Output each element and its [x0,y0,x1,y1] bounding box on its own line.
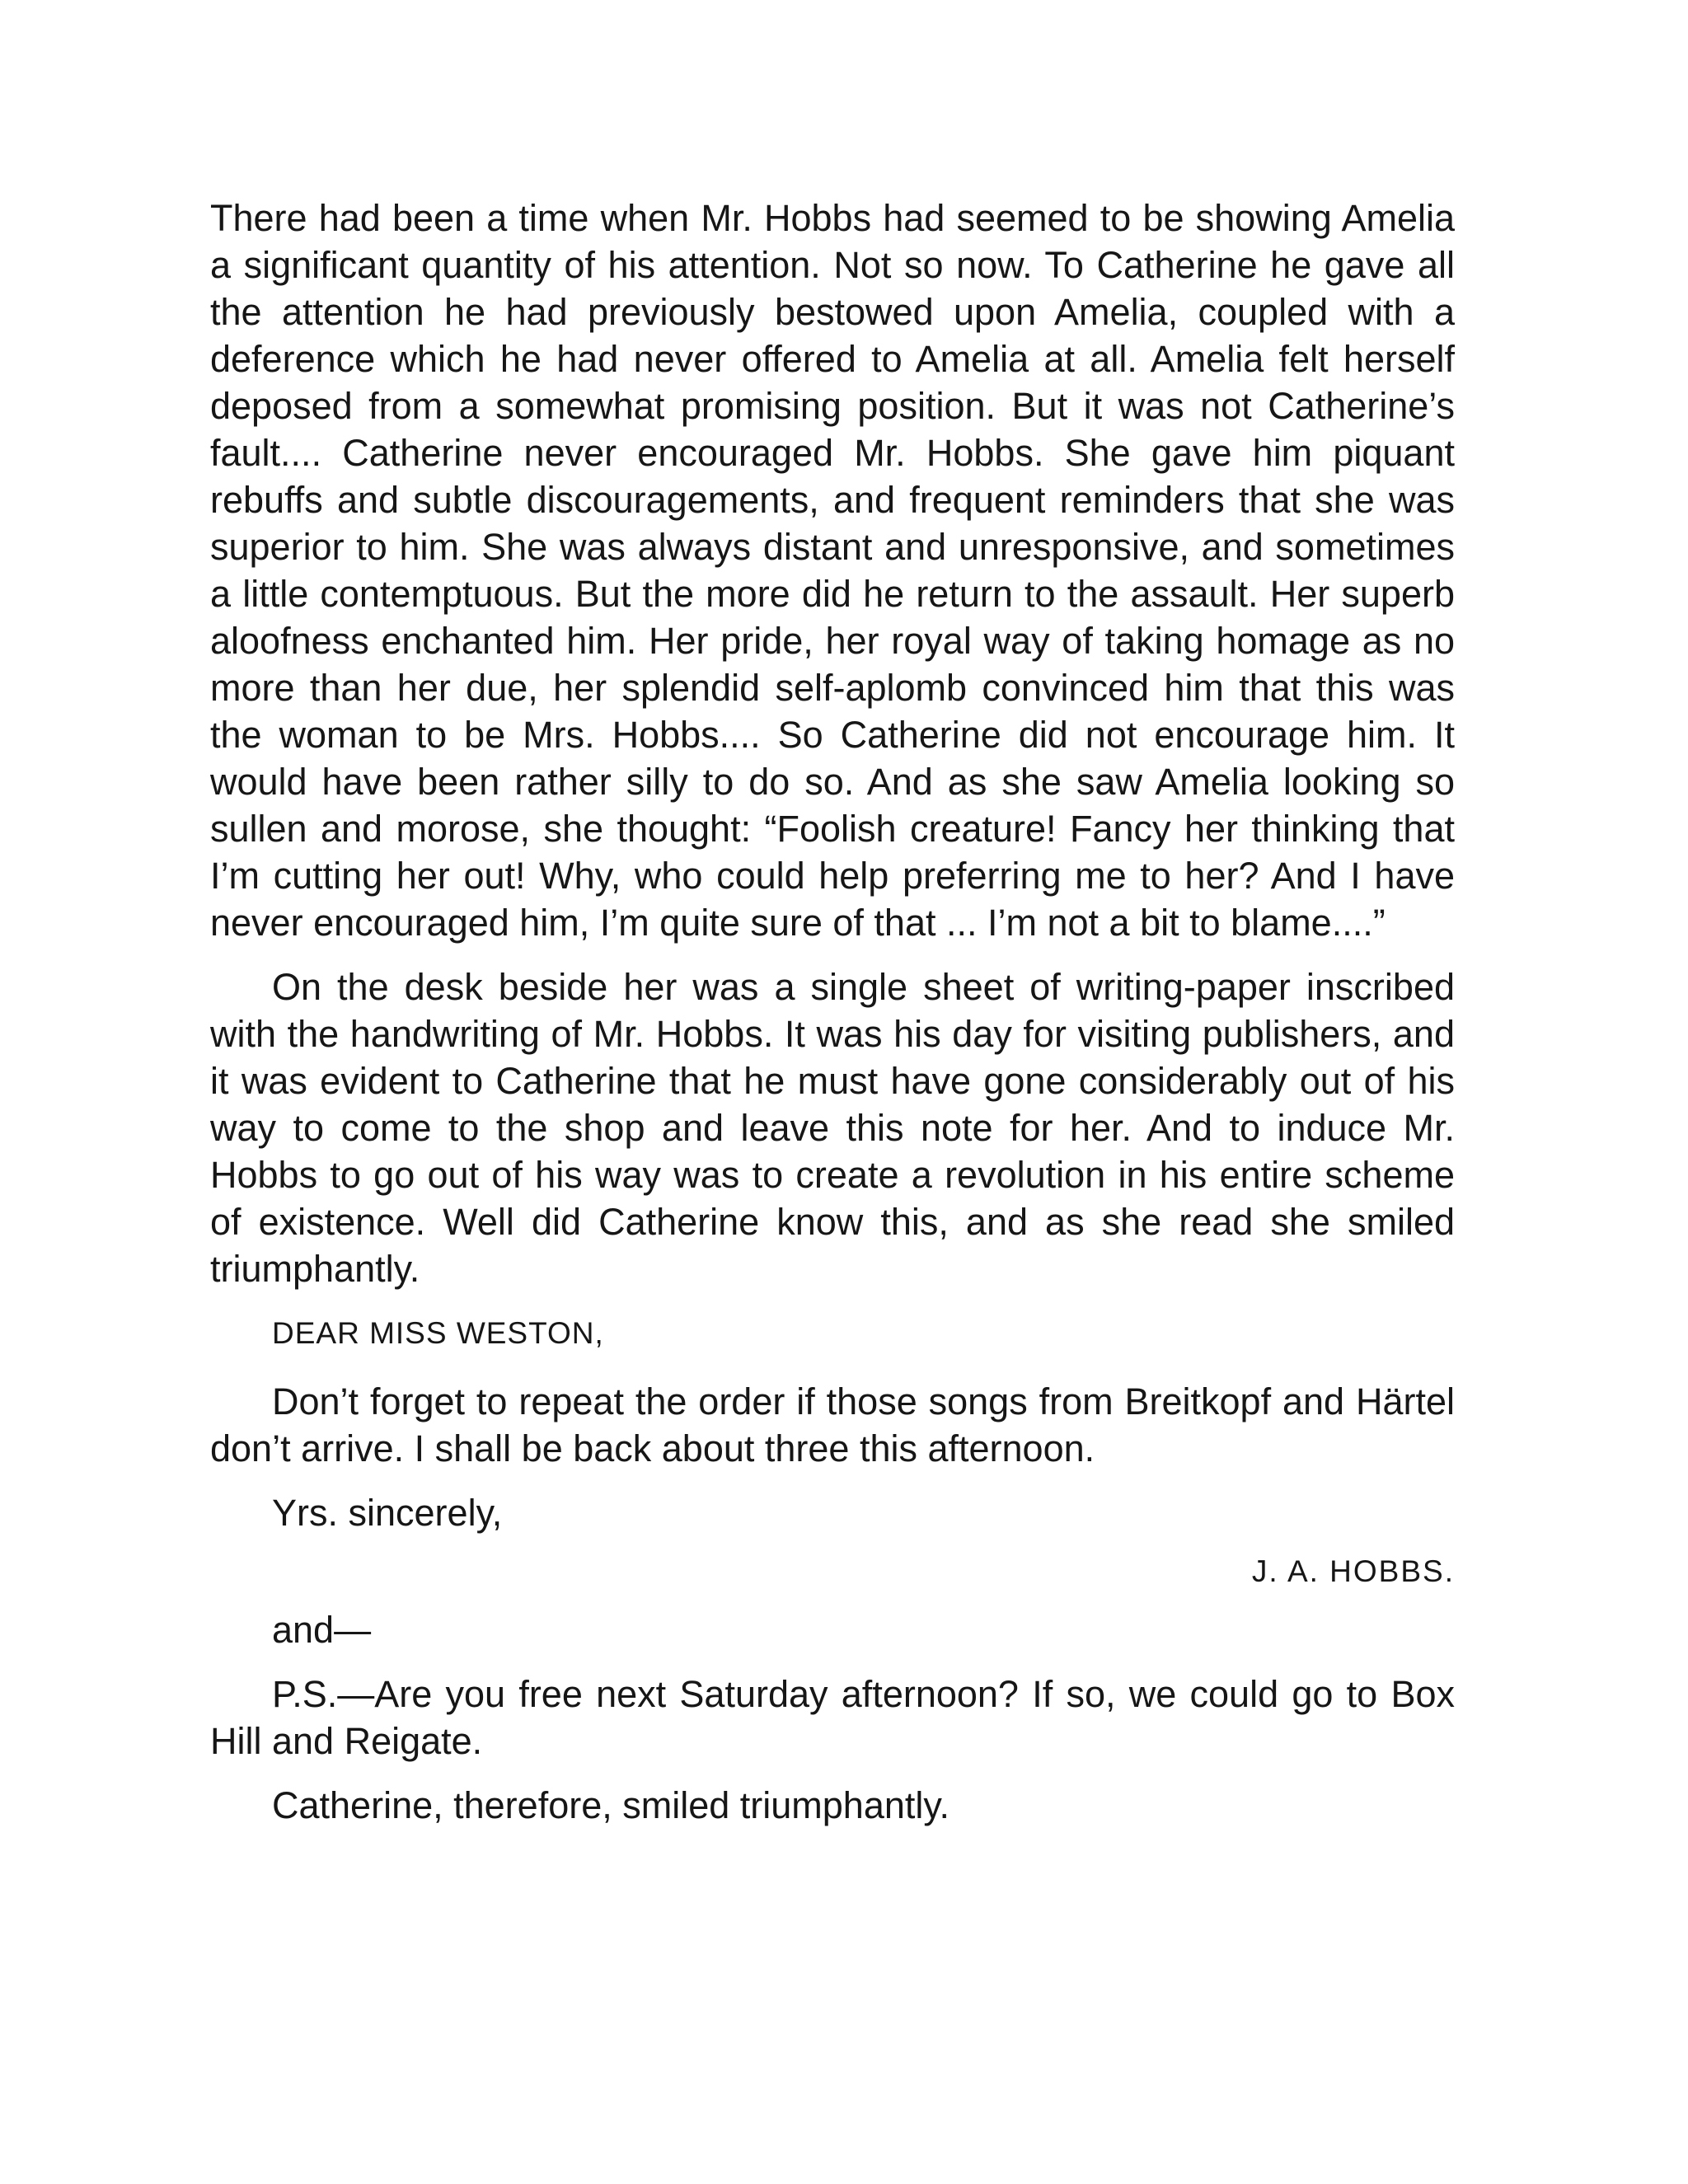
body-paragraph-2: On the desk beside her was a single sheet of writing-paper inscribed with the handwriting of Mr. Hobbs. It was his day for visiting publishers, and it was evident to Catherine that he must have gone considerably out of his way to come to the shop and leave this note for her. And to induce Mr. Hobbs to go out of his way was to create a revolution in his entire scheme of existence. Well did Catherine know this, and as she read she smiled triumphantly. [210,966,1455,1290]
letter-message: Don’t forget to repeat the order if those songs from Breitkopf and Härtel don’t arrive. I shall be back about three this afternoon. [210,1380,1455,1469]
letter-postscript: P.S.—Are you free next Saturday afternoon? If so, we could go to Box Hill and Reigate. [210,1673,1455,1762]
book-page [210,194,1455,1846]
letter-salutation: DEAR MISS WESTON, [272,1316,604,1350]
body-paragraph-1: There had been a time when Mr. Hobbs had seemed to be showing Amelia a significant quantity of his attention. Not so now. To Catherine he gave all the attention he had previously bestowed upon Amelia, coupled with a deference which he had never offered to Amelia at all. Amelia felt herself deposed from a somewhat promising position. But it was not Catherine’s fault.... Catherine never encouraged Mr. Hobbs. She gave him piquant rebuffs and subtle discouragements, and frequent reminders that she was superior to him. She was always distant and unresponsive, and sometimes a little contemptuous. But the more did he return to the assault. Her superb aloofness enchanted him. Her pride, her royal way of taking homage as no more than her due, her splendid self-aplomb convinced him that this was the woman to be Mrs. Hobbs.... So Catherine did not encourage him. It would have been rather silly to do so. And as she saw Amelia looking so sullen and morose, she thought: “Foolish creature! Fancy her thinking that I’m cutting her out! Why, who could help preferring me to her? And I have never encouraged him, I’m quite sure of that ... I’m not a bit to blame....” [210,197,1455,944]
letter-signature: J. A. HOBBS. [1251,1554,1455,1588]
final-paragraph: Catherine, therefore, smiled triumphantly. [272,1784,950,1826]
letter-closing: Yrs. sincerely, [272,1492,503,1534]
letter-and-line: and— [272,1609,372,1651]
